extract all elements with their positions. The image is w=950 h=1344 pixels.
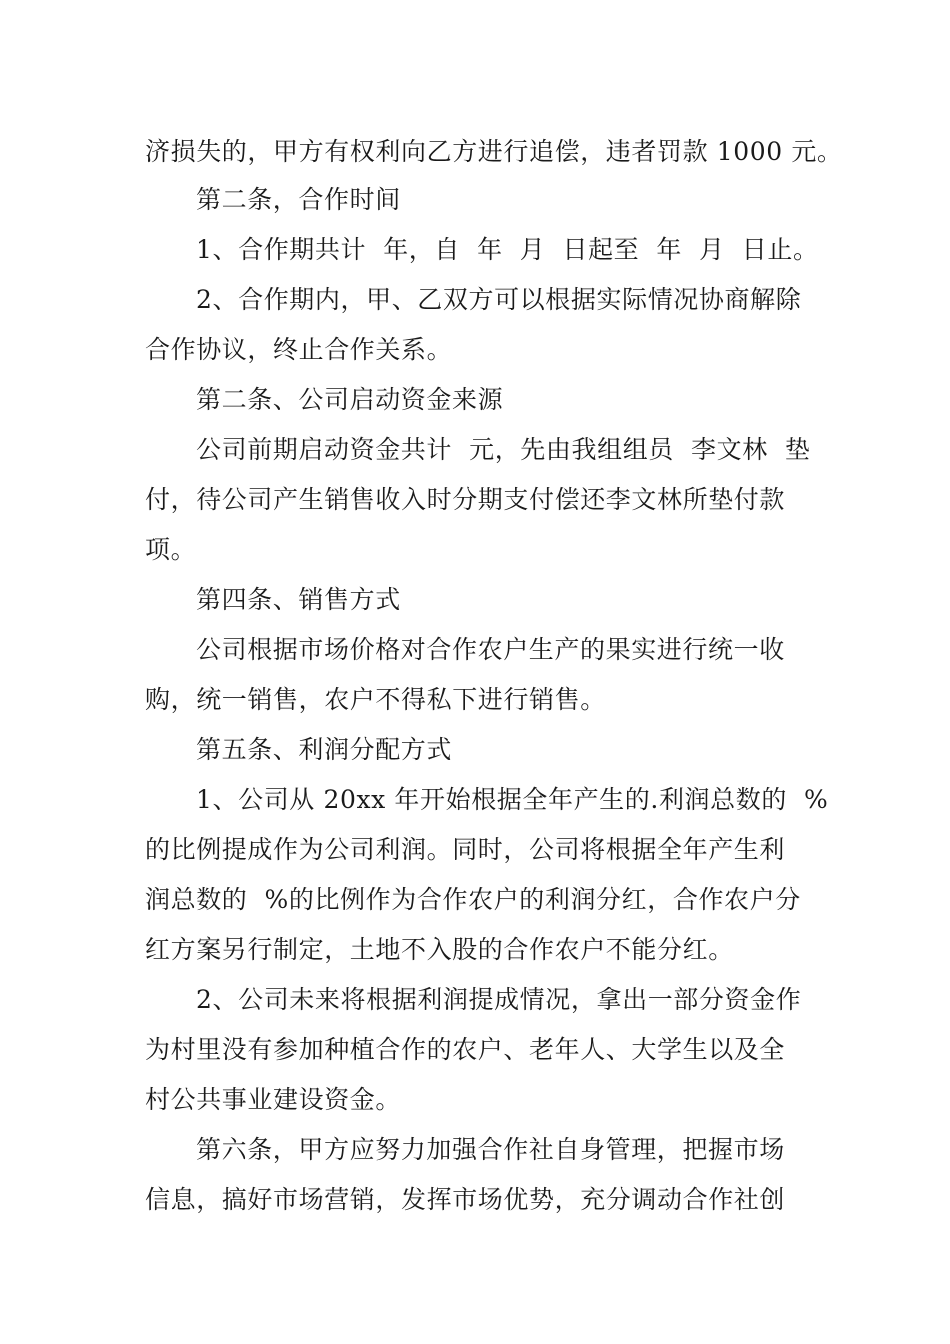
text-line: 公司前期启动资金共计 元，先由我组组员 李文林 垫 — [196, 435, 811, 464]
section-heading: 第五条、利润分配方式 — [196, 735, 453, 764]
text-line: 购，统一销售，农户不得私下进行销售。 — [145, 685, 606, 714]
text-line: 1、公司从 20xx 年开始根据全年产生的.利润总数的 % — [196, 785, 829, 814]
text-line: 润总数的 %的比例作为合作农户的利润分红，合作农户分 — [145, 885, 801, 914]
text-line: 公司根据市场价格对合作农户生产的果实进行统一收 — [196, 635, 785, 664]
text-line: 2、合作期内，甲、乙双方可以根据实际情况协商解除 — [196, 285, 802, 314]
text-line: 济损失的，甲方有权利向乙方进行追偿，违者罚款 1000 元。 — [145, 137, 843, 166]
text-line: 1、合作期共计 年，自 年 月 日起至 年 月 日止。 — [196, 235, 819, 264]
text-line: 付，待公司产生销售收入时分期支付偿还李文林所垫付款 — [145, 485, 786, 514]
text-line: 为村里没有参加种植合作的农户、老年人、大学生以及全 — [145, 1035, 786, 1064]
text-line: 村公共事业建设资金。 — [145, 1085, 402, 1114]
text-line: 2、公司未来将根据利润提成情况，拿出一部分资金作 — [196, 985, 802, 1014]
text-line: 红方案另行制定，土地不入股的合作农户不能分红。 — [145, 935, 734, 964]
section-heading: 第二条，合作时间 — [196, 185, 401, 214]
text-line: 项。 — [145, 535, 197, 564]
section-heading: 第二条、公司启动资金来源 — [196, 385, 504, 414]
text-line: 合作协议，终止合作关系。 — [145, 335, 453, 364]
text-line: 信息，搞好市场营销，发挥市场优势，充分调动合作社创 — [145, 1185, 786, 1214]
section-heading: 第四条、销售方式 — [196, 585, 401, 614]
text-line: 的比例提成作为公司利润。同时，公司将根据全年产生利 — [145, 835, 786, 864]
text-line: 第六条，甲方应努力加强合作社自身管理，把握市场 — [196, 1135, 785, 1164]
